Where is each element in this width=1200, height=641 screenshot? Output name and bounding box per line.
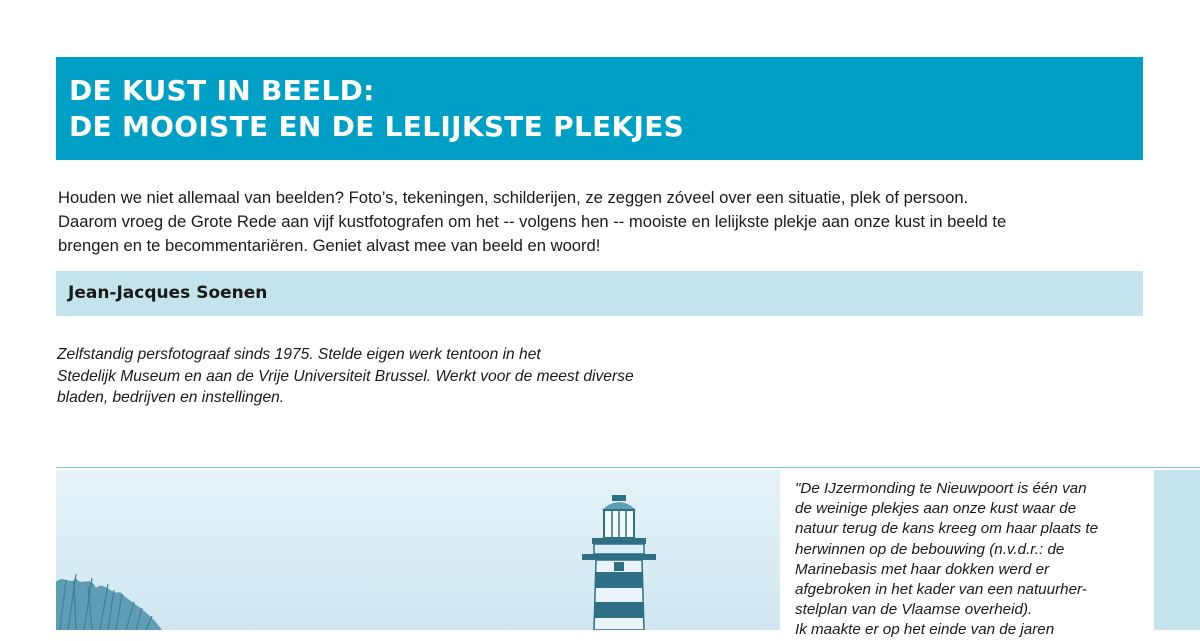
author-bio bbox=[57, 344, 777, 409]
section-divider bbox=[56, 467, 1200, 468]
caption-line: Marinebasis met haar dokken werd er bbox=[795, 560, 1050, 578]
lighthouse-photo bbox=[56, 470, 780, 630]
intro-line: Daarom vroeg de Grote Rede aan vijf kustfotografen om het -- volgens hen -- mooiste en lelijkste plekje aan onze kust in beeld te bbox=[58, 212, 1007, 231]
bio-line: Zelfstandig persfotograaf sinds 1975. Stelde eigen werk tentoon in het bbox=[57, 346, 541, 363]
caption-line: Ik maakte er op het einde van de jaren bbox=[795, 621, 1055, 639]
author-banner bbox=[56, 271, 1143, 316]
intro-line: brengen en te becommentariëren. Geniet alvast mee van beeld en woord! bbox=[58, 236, 601, 255]
caption-line: "De IJzermonding te Nieuwpoort is één van bbox=[795, 480, 1087, 497]
caption-line: herwinnen op de bebouwing (n.v.d.r.: de bbox=[795, 540, 1065, 558]
caption-line: de weinige plekjes aan onze kust waar de bbox=[795, 500, 1077, 518]
lighthouse-photo-graphic bbox=[56, 470, 780, 630]
page-title-line-2: DE MOOISTE EN DE LELIJKSTE PLEKJES bbox=[69, 110, 685, 143]
intro-paragraph bbox=[58, 186, 1148, 258]
author-name: Jean-Jacques Soenen bbox=[68, 283, 268, 303]
bio-line: bladen, bedrijven en instellingen. bbox=[57, 389, 285, 406]
title-banner bbox=[56, 57, 1143, 160]
intro-line: Houden we niet allemaal van beelden? Foto’s, tekeningen, schilderijen, ze zeggen zóveel over een situatie, plek of persoon. bbox=[58, 188, 969, 207]
side-accent-band bbox=[1154, 470, 1200, 630]
photo-caption bbox=[795, 479, 1150, 641]
caption-line: natuur terug de kans kreeg om haar plaats te bbox=[795, 520, 1099, 538]
caption-line: afgebroken in het kader van een natuurher- bbox=[795, 581, 1087, 599]
caption-line: stelplan van de Vlaamse overheid). bbox=[795, 601, 1033, 619]
sky bbox=[56, 470, 780, 630]
page-title-line-1: DE KUST IN BEELD: bbox=[69, 74, 375, 107]
bio-line: Stedelijk Museum en aan de Vrije Universiteit Brussel. Werkt voor de meest diverse bbox=[57, 367, 634, 385]
